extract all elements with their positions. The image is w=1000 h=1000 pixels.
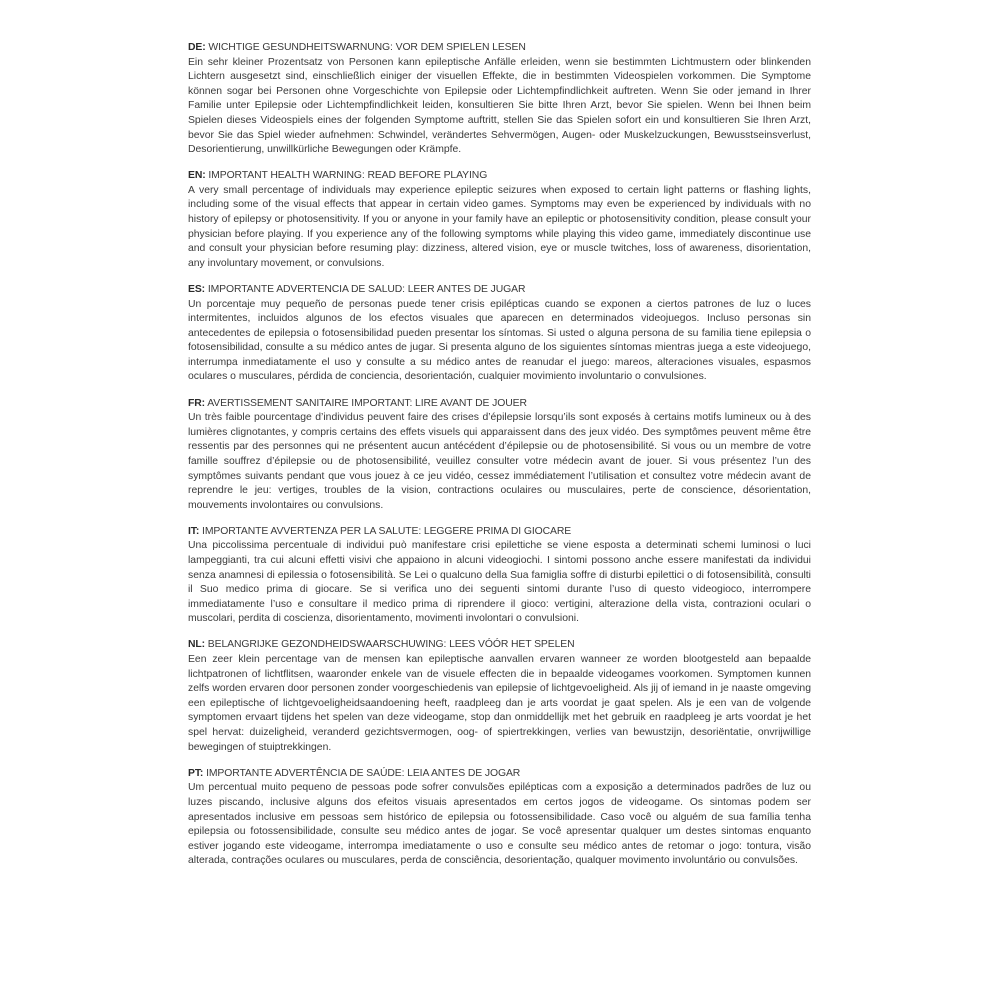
warning-section-es: [188, 283, 811, 385]
section-body: Ein sehr kleiner Prozentsatz von Personen kann epileptische Anfälle erleiden, wenn sie bestimmten Lichtmustern oder blinkenden Lichtern ausgesetzt sind, einschließlich einiger der visuellen Effekte, die in bestimmten Videospielen vorkommen. Die Symptome können sogar bei Personen ohne Vorgeschichte von Epilepsie oder Lichtempfindlichkeit auftreten. Wenn Sie oder jemand in Ihrer Familie unter Epilepsie oder Lichtempfindlichkeit leiden, konsultieren Sie bitte Ihren Arzt, bevor Sie spielen. Wenn bei Ihnen beim Spielen dieses Videospiels eines der folgenden Symptome auftritt, stellen Sie das Spielen sofort ein und konsultieren Sie Ihren Arzt, bevor Sie das Spiel wieder aufnehmen: Schwindel, verändertes Sehvermögen, Augen- oder Muskelzuckungen, Bewusstseinsverlust, Desorientierung, unwillkürliche Bewegungen oder Krämpfe.: [188, 56, 811, 156]
language-code: FR:: [188, 397, 206, 409]
section-heading: [188, 525, 811, 540]
heading-title: IMPORTANT HEALTH WARNING: READ BEFORE PLAYING: [205, 170, 488, 182]
section-heading: [188, 41, 811, 56]
section-heading: [188, 767, 811, 782]
heading-title: IMPORTANTE ADVERTENCIA DE SALUD: LEER ANTES DE JUGAR: [205, 283, 526, 295]
section-body: Un très faible pourcentage d’individus peuvent faire des crises d’épilepsie lorsqu’ils sont exposés à certains motifs lumineux ou à des lumières clignotantes, y compris certains des effets visuels qui apparaissent dans des jeux vidéo. Des symptômes peuvent même être ressentis par des personnes qui ne présentent aucun antécédent d’épilepsie ou de photosensibilité. Si vous ou un membre de votre famille souffrez d’épilepsie ou de photosensibilité, veuillez consulter votre médecin avant de jouer. Si vous présentez l’un des symptômes suivants pendant que vous jouez à ce jeu vidéo, cessez immédiatement l’utilisation et consultez votre médecin avant de reprendre le jeu: vertiges, troubles de la vision, contractions oculaires ou musculaires, perte de conscience, désorientation, mouvements involontaires ou convulsions.: [188, 412, 811, 511]
warning-section-en: [188, 169, 811, 271]
section-heading: [188, 283, 811, 298]
section-body: Una piccolissima percentuale di individui può manifestare crisi epilettiche se viene esposta a determinati schemi luminosi o luci lampeggianti, tra cui alcuni effetti visivi che appaiono in alcuni videogiochi. I sintomi possono anche essere manifestati da individui senza anamnesi di epilessia o fotosensibilità. Se Lei o qualcuno della Sua famiglia soffre di disturbi epilettici o di fotosensibilità, consulti il Suo medico prima di giocare. Se si verifica uno dei seguenti sintomi durante l’uso di questo videogioco, interrompere immediatamente l’uso e consultare il medico prima di riprendere il gioco: vertigini, alterazione della vista, contrazioni oculari o muscolari, perdita di coscienza, disorientamento, movimenti involontari o convulsioni.: [188, 540, 811, 625]
section-body: Een zeer klein percentage van de mensen kan epileptische aanvallen ervaren wanneer ze worden blootgesteld aan bepaalde lichtpatronen of lichtflitsen, waaronder enkele van de visuele effecten die in bepaalde videogames voorkomen. Symptomen kunnen zelfs worden ervaren door personen zonder voorgeschiedenis van epilepsie of lichtgevoeligheid. Als jij of iemand in je naaste omgeving een epileptische of lichtgevoeligheidsaandoening heeft, raadpleeg dan je arts voordat je gaat spelen. Als je een van de volgende symptomen ervaart tijdens het spelen van deze videogame, stop dan onmiddellijk met het gebruik en raadpleeg je arts voordat je het spel hervat: duizeligheid, veranderd gezichtsvermogen, oog- of spiertrekkingen, verlies van bewustzijn, desoriëntatie, onvrijwillige bewegingen of stuiptrekkingen.: [188, 654, 811, 753]
heading-title: IMPORTANTE AVVERTENZA PER LA SALUTE: LEGGERE PRIMA DI GIOCARE: [199, 525, 572, 537]
section-body: Un porcentaje muy pequeño de personas puede tener crisis epilépticas cuando se exponen a ciertos patrones de luz o luces intermitentes, incluidos algunos de los efectos visuales que aparecen en determinados videojuegos. Incluso personas sin antecedentes de epilepsia o fotosensibilidad pueden presentar los síntomas. Si usted o alguna persona de su familia tiene epilepsia o fotosensibilidad, consulte a su médico antes de jugar. Si presenta alguno de los siguientes síntomas mientras juega a este videojuego, interrumpa inmediatamente el uso y consulte a su médico antes de reanudar el juego: mareos, alteraciones visuales, espasmos oculares o musculares, pérdida de conciencia, desorientación, cualquier movimiento involuntario o convulsiones.: [188, 298, 811, 383]
section-heading: [188, 638, 811, 653]
health-warning-document: [188, 41, 811, 880]
section-heading: [188, 397, 811, 412]
heading-title: IMPORTANTE ADVERTÊNCIA DE SAÚDE: LEIA ANTES DE JOGAR: [203, 767, 521, 779]
section-body: Um percentual muito pequeno de pessoas pode sofrer convulsões epilépticas com a exposição a determinados padrões de luz ou luzes piscando, inclusive alguns dos efeitos visuais apresentados em certos jogos de videogame. Os sintomas podem ser apresentados inclusive em pessoas sem histórico de epilepsia ou fotossensibilidade. Caso você ou alguém de sua família tenha epilepsia ou fotossensibilidade, consulte seu médico antes de jogar. Se você apresentar qualquer um destes sintomas enquanto estiver jogando este videogame, interrompa imediatamente o uso e consulte seu médico antes de retomar o jogo: tontura, visão alterada, contrações oculares ou musculares, perda de consciência, desorientação, qualquer movimento involuntário ou convulsões.: [188, 782, 811, 867]
warning-section-nl: [188, 638, 811, 755]
language-code: EN:: [188, 170, 206, 182]
warning-section-it: [188, 525, 811, 627]
section-body: A very small percentage of individuals may experience epileptic seizures when exposed to certain light patterns or flashing lights, including some of the visual effects that appear in certain video games. Symptoms may even be experienced by individuals with no history of epilepsy or photosensitivity. If you or anyone in your family have an epileptic or photosensitivity condition, please consult your physician before playing. If you experience any of the following symptoms while playing this video game, immediately discontinue use and consult your physician before resuming play: dizziness, altered vision, eye or muscle twitches, loss of awareness, disorientation, any involuntary movement, or convulsions.: [188, 184, 811, 269]
heading-title: AVERTISSEMENT SANITAIRE IMPORTANT: LIRE AVANT DE JOUER: [205, 397, 527, 409]
language-code: NL:: [188, 639, 206, 651]
warning-section-de: [188, 41, 811, 158]
language-code: DE:: [188, 42, 206, 53]
language-code: ES:: [188, 283, 206, 295]
warning-section-pt: [188, 767, 811, 869]
section-heading: [188, 169, 811, 184]
warning-section-fr: [188, 397, 811, 514]
heading-title: WICHTIGE GESUNDHEITSWARNUNG: VOR DEM SPIELEN LESEN: [205, 42, 526, 53]
language-code: PT:: [188, 767, 204, 779]
language-code: IT:: [188, 525, 200, 537]
heading-title: BELANGRIJKE GEZONDHEIDSWAARSCHUWING: LEES VÓÓR HET SPELEN: [205, 639, 575, 651]
